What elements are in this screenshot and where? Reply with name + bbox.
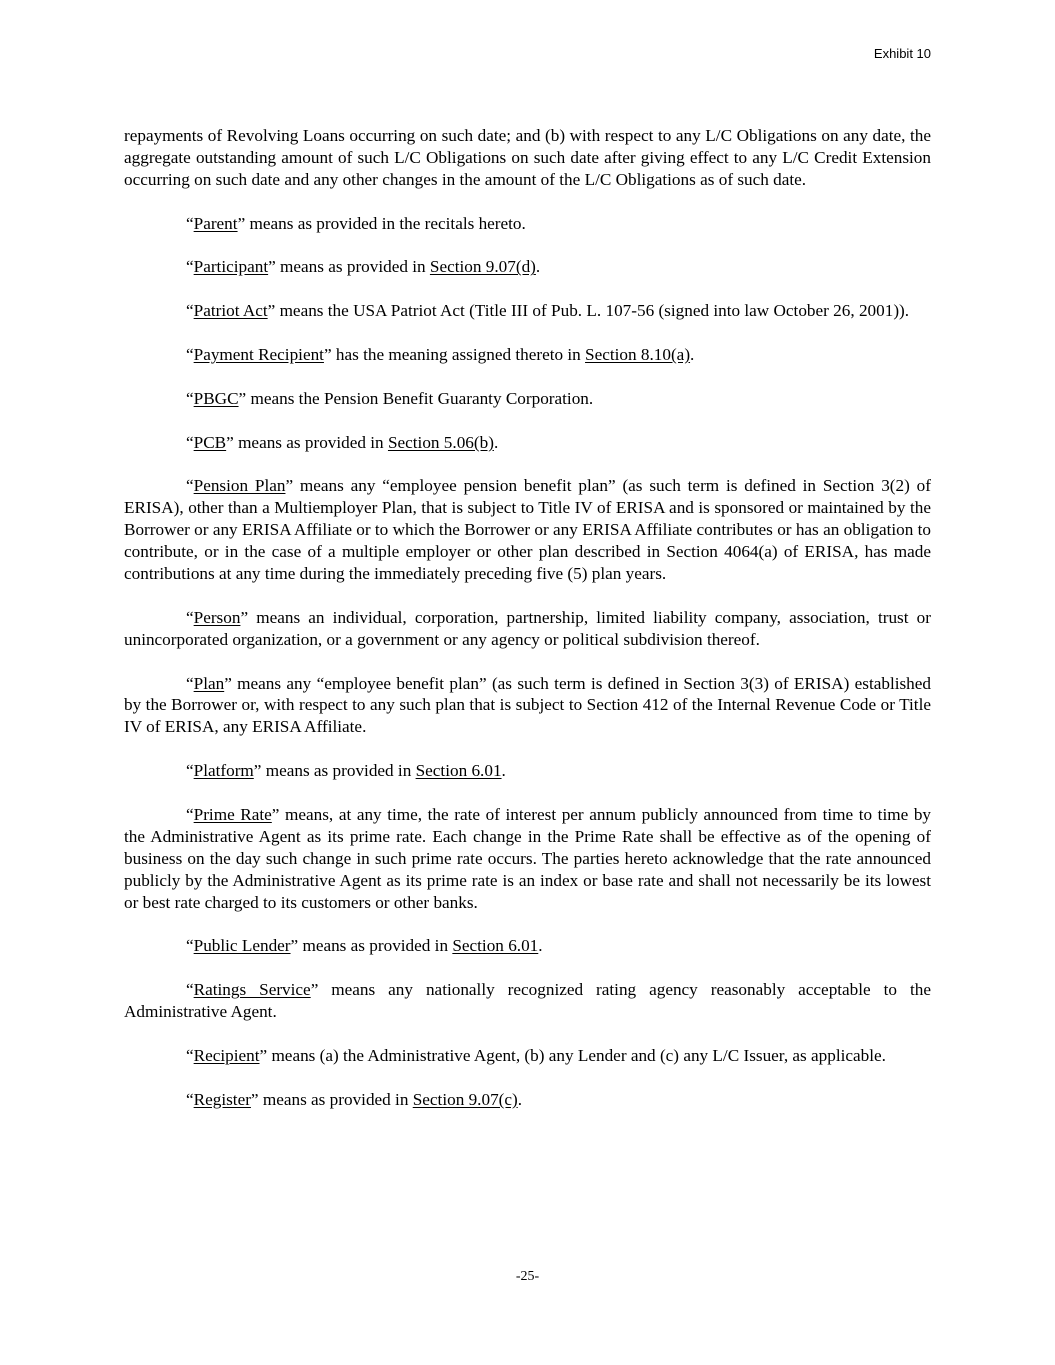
definition-public-lender [124, 935, 931, 957]
open-quote: “ [186, 345, 194, 364]
definition-platform [124, 760, 931, 782]
definition-patriot-act [124, 300, 931, 322]
defined-term: Payment Recipient [193, 345, 324, 364]
definition-pbgc [124, 388, 931, 410]
definition-tail: . [493, 432, 499, 452]
defined-term: Patriot Act [193, 301, 268, 321]
definition-tail: . [535, 257, 541, 277]
open-quote: “ [186, 804, 194, 824]
definition-tail: . [501, 761, 506, 781]
defined-term: PBGC [193, 388, 239, 408]
definition-pcb [124, 432, 931, 454]
defined-term: Parent [193, 213, 238, 233]
open-quote: “ [186, 1089, 194, 1109]
definition-text: ” means any “employee pension benefit plan” (as such term is defined in Section 3(2) of ERISA), other than a Multiemployer Plan, that is subject to Title IV of ERISA and is sponsored or maintained by the Borrower or any ERISA Affiliate or to which the Borrower or any ERISA Affiliate contributes or has an obligation to contribute, or in the case of a multiple employer or other plan described in Section 4064(a) of ERISA, has made contributions at any time during the immediately preceding five (5) plan years. [124, 476, 931, 584]
intro-paragraph: repayments of Revolving Loans occurring on such date; and (b) with respect to any L/C Obligations on any date, the aggregate outstanding amount of such L/C Obligations on such date after giving effect to any L/C Credit Extension occurring on such date and any other changes in the amount of the L/C Obligations as of such date. [124, 126, 931, 189]
defined-term: Recipient [193, 1045, 260, 1065]
definition-text: ” means as provided in the recitals hereto. [237, 213, 526, 233]
open-quote: “ [186, 761, 194, 781]
section-reference: Section 8.10(a) [585, 345, 691, 364]
definition-text: ” means the USA Patriot Act (Title III of Pub. L. 107-56 (signed into law October 26, 2001)). [267, 301, 910, 321]
definition-text: ” means (a) the Administrative Agent, (b) any Lender and (c) any L/C Issuer, as applicable. [259, 1045, 886, 1065]
definition-text: ” means any nationally recognized rating agency reasonably acceptable to the Administrative Agent. [124, 980, 932, 1022]
definition-register [124, 1089, 931, 1111]
definition-text: ” means as provided in [268, 257, 430, 277]
open-quote: “ [186, 1045, 194, 1065]
definition-plan [124, 673, 931, 739]
defined-term: Platform [193, 761, 254, 781]
open-quote: “ [186, 607, 194, 627]
definition-payment-recipient [124, 344, 931, 366]
definition-text: ” means as provided in [290, 936, 453, 956]
definition-tail: . [538, 936, 543, 956]
definition-text: ” means any “employee benefit plan” (as such term is defined in Section 3(3) of ERISA) established by the Borrower or, with respect to any such plan that is subject to Section 412 of the Internal Revenue Code or Title IV of ERISA, any ERISA Affiliate. [124, 673, 931, 737]
open-quote: “ [186, 936, 194, 956]
definition-text: ” means, at any time, the rate of interest per annum publicly announced from time to time by the Administrative Agent as its prime rate. Each change in the Prime Rate shall be effective as of the opening of business on the day such change in such prime rate occurs. The parties hereto acknowledge that the rate announced publicly by the Administrative Agent as its prime rate is an index or base rate and shall not necessarily be its lowest or best rate charged to its customers or other banks. [124, 804, 932, 912]
open-quote: “ [186, 213, 194, 233]
page-number: -25- [515, 1269, 540, 1284]
open-quote: “ [186, 476, 194, 496]
open-quote: “ [186, 301, 194, 321]
section-reference: Section 6.01 [452, 936, 539, 956]
open-quote: “ [186, 980, 194, 1000]
open-quote: “ [186, 432, 194, 452]
definition-recipient [124, 1045, 931, 1067]
definition-text: ” means as provided in [250, 1089, 413, 1109]
defined-term: Public Lender [193, 936, 291, 956]
open-quote: “ [186, 388, 194, 408]
definition-text: ” has the meaning assigned thereto in [323, 345, 586, 364]
definition-parent [124, 213, 931, 235]
definition-text: ” means the Pension Benefit Guaranty Corporation. [238, 388, 594, 408]
defined-term: Plan [193, 673, 225, 693]
defined-term: Prime Rate [193, 804, 272, 824]
defined-term: Ratings Service [193, 980, 311, 1000]
exhibit-label: Exhibit 10 [873, 46, 931, 61]
definition-participant [124, 256, 931, 278]
definition-person [124, 607, 931, 651]
definition-ratings-service [124, 979, 931, 1023]
defined-term: PCB [193, 432, 227, 452]
definition-text: ” means an individual, corporation, partnership, limited liability company, association, trust or unincorporated organization, or a government or any agency or political subdivision thereof. [124, 607, 931, 649]
definition-prime-rate [124, 804, 931, 914]
definition-text: ” means as provided in [253, 761, 416, 781]
section-reference: Section 9.07(c) [412, 1089, 518, 1109]
definition-tail: . [517, 1089, 523, 1109]
defined-term: Person [193, 607, 241, 627]
definition-text: ” means as provided in [226, 432, 388, 452]
definition-tail: . [690, 345, 695, 364]
open-quote: “ [186, 673, 194, 693]
document-body [124, 125, 931, 1132]
defined-term: Participant [193, 257, 269, 277]
open-quote: “ [186, 257, 194, 277]
section-reference: Section 6.01 [415, 761, 502, 781]
defined-term: Register [193, 1089, 251, 1109]
definition-pension-plan [124, 475, 931, 585]
section-reference: Section 5.06(b) [387, 432, 494, 452]
section-reference: Section 9.07(d) [429, 257, 536, 277]
defined-term: Pension Plan [193, 476, 286, 496]
